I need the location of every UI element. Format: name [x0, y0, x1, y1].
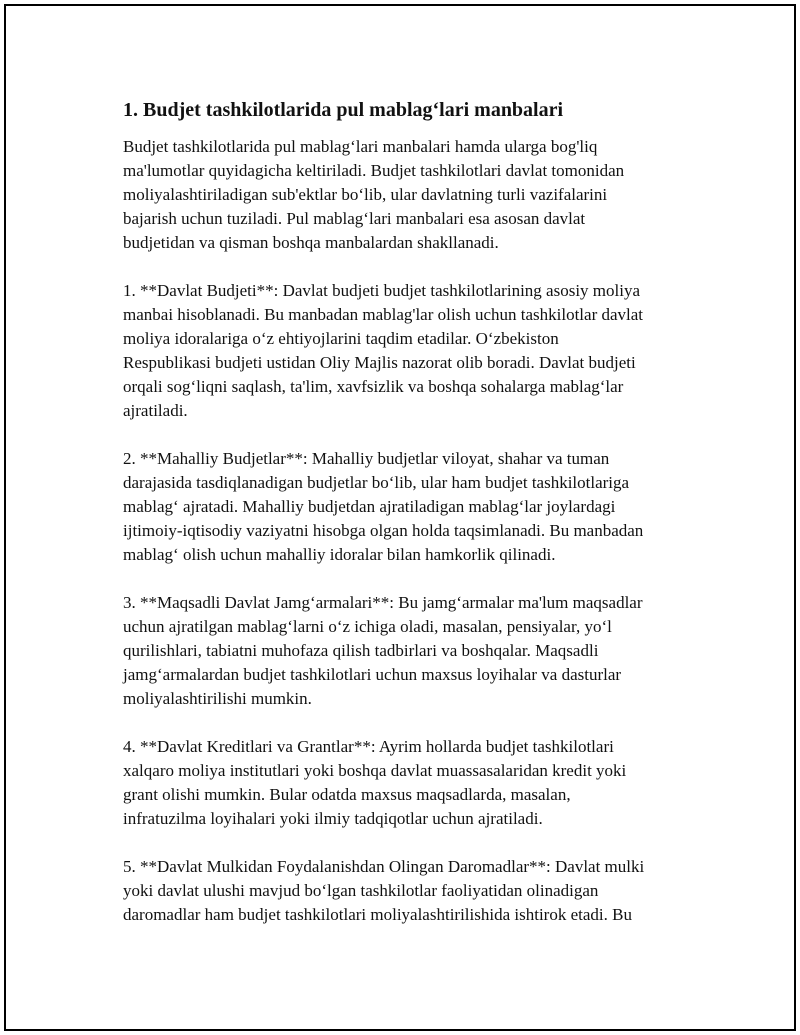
paragraph-line: orqali sog‘liqni saqlash, ta'lim, xavfsizlik va boshqa sohalarga mablag‘lar	[123, 377, 624, 396]
paragraph-line: ajratiladi.	[123, 401, 188, 420]
paragraph-line: bajarish uchun tuziladi. Pul mablag‘lari manbalari esa asosan davlat	[123, 209, 586, 228]
paragraph-line: uchun ajratilgan mablag‘larni o‘z ichiga oladi, masalan, pensiyalar, yo‘l	[123, 617, 612, 636]
paragraph-line: jamg‘armalardan budjet tashkilotlari uchun maxsus loyihalar va dasturlar	[123, 665, 622, 684]
paragraph-line: manbai hisoblanadi. Bu manbadan mablag'lar olish uchun tashkilotlar davlat	[123, 305, 644, 324]
paragraph-line: grant olishi mumkin. Bular odatda maxsus maqsadlarda, masalan,	[123, 785, 571, 804]
page-frame	[4, 4, 796, 1031]
paragraph-line: mablag‘ olish uchun mahalliy idoralar bilan hamkorlik qilinadi.	[123, 545, 556, 564]
paragraph-line: 5. **Davlat Mulkidan Foydalanishdan Olingan Daromadlar**: Davlat mulki	[123, 857, 645, 876]
paragraph-line: infratuzilma loyihalari yoki ilmiy tadqiqotlar uchun ajratiladi.	[123, 809, 543, 828]
paragraph-line: moliyalashtiriladigan sub'ektlar bo‘lib, ular davlatning turli vazifalarini	[123, 185, 608, 204]
paragraph-line: moliyalashtirilishi mumkin.	[123, 689, 312, 708]
paragraph-line: darajasida tasdiqlanadigan budjetlar bo‘lib, ular ham budjet tashkilotlariga	[123, 473, 630, 492]
item-3-paragraph	[123, 591, 703, 711]
paragraph-line: Budjet tashkilotlarida pul mablag‘lari manbalari hamda ularga bog'liq	[123, 137, 598, 156]
paragraph-line: 1. **Davlat Budjeti**: Davlat budjeti budjet tashkilotlarining asosiy moliya	[123, 281, 641, 300]
item-1-paragraph	[123, 279, 703, 423]
paragraph-line: Respublikasi budjeti ustidan Oliy Majlis nazorat olib boradi. Davlat budjeti	[123, 353, 636, 372]
paragraph-line: 2. **Mahalliy Budjetlar**: Mahalliy budjetlar viloyat, shahar va tuman	[123, 449, 610, 468]
paragraph-line: budjetidan va qisman boshqa manbalardan shakllanadi.	[123, 233, 499, 252]
paragraph-line: moliya idoralariga o‘z ehtiyojlarini taqdim etadilar. O‘zbekiston	[123, 329, 559, 348]
paragraph-line: daromadlar ham budjet tashkilotlari moliyalashtirilishida ishtirok etadi. Bu	[123, 905, 632, 924]
paragraph-line: qurilishlari, tabiatni muhofaza qilish tadbirlari va boshqalar. Maqsadli	[123, 641, 599, 660]
paragraph-line: ijtimoiy-iqtisodiy vaziyatni hisobga olgan holda taqsimlanadi. Bu manbadan	[123, 521, 644, 540]
paragraph-line: yoki davlat ulushi mavjud bo‘lgan tashkilotlar faoliyatidan olinadigan	[123, 881, 599, 900]
document-body	[123, 97, 703, 951]
paragraph-line: 3. **Maqsadli Davlat Jamg‘armalari**: Bu jamg‘armalar ma'lum maqsadlar	[123, 593, 643, 612]
item-5-paragraph	[123, 855, 703, 927]
intro-paragraph	[123, 135, 703, 255]
paragraph-line: ma'lumotlar quyidagicha keltiriladi. Budjet tashkilotlari davlat tomonidan	[123, 161, 625, 180]
item-4-paragraph	[123, 735, 703, 831]
item-2-paragraph	[123, 447, 703, 567]
paragraph-line: 4. **Davlat Kreditlari va Grantlar**: Ayrim hollarda budjet tashkilotlari	[123, 737, 614, 756]
paragraph-line: xalqaro moliya institutlari yoki boshqa davlat muassasalaridan kredit yoki	[123, 761, 627, 780]
document-title: 1. Budjet tashkilotlarida pul mablag‘lari manbalari	[123, 99, 564, 121]
paragraph-line: mablag‘ ajratadi. Mahalliy budjetdan ajratiladigan mablag‘lar joylardagi	[123, 497, 616, 516]
